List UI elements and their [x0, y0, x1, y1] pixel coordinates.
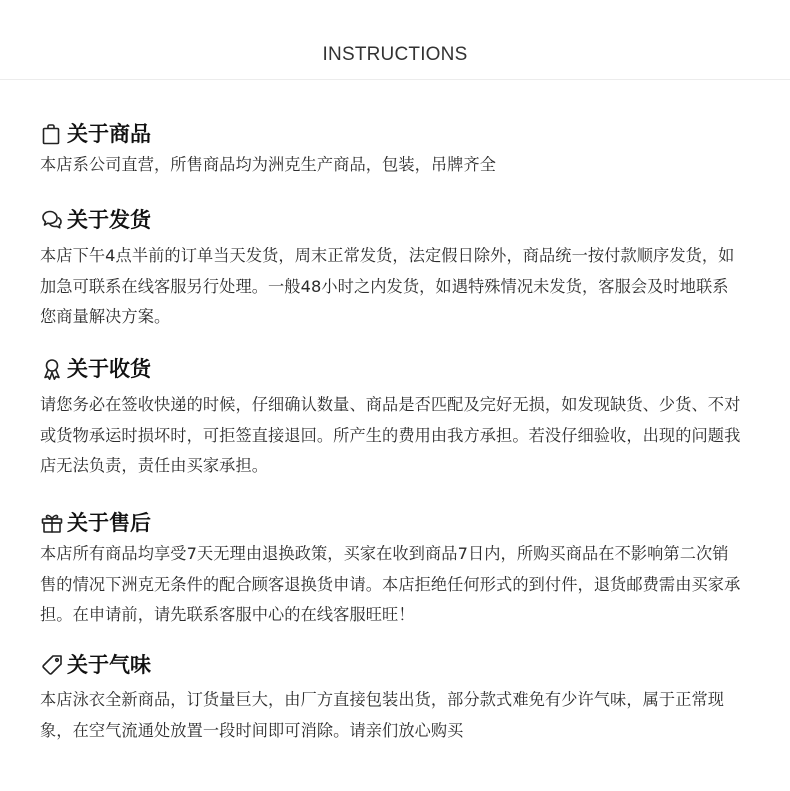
- section-odor: [40, 649, 760, 746]
- chat-bubbles-icon: [40, 208, 64, 232]
- page-header: [0, 0, 790, 80]
- section-body: 本店下午4点半前的订单当天发货，周末正常发货，法定假日除外，商品统一按付款顺序发货，如加急可联系在线客服另行处理。一般48小时之内发货，如遇特殊情况未发货，客服会及时地联系您商量解决方案。: [40, 246, 735, 326]
- section-after-sales: [40, 507, 760, 631]
- section-header: [40, 649, 760, 681]
- section-product: [40, 118, 760, 181]
- section-header: [40, 204, 760, 236]
- award-ribbon-icon: [40, 357, 64, 381]
- section-body: 本店所有商品均享受7天无理由退换政策，买家在收到商品7日内，所购买商品在不影响第二次销售的情况下洲克无条件的配合顾客退换货申请。本店拒绝任何形式的到付件，退货邮费需由买家承担。在申请前，请先联系客服中心的在线客服旺旺！: [40, 544, 741, 624]
- price-tag-icon: [40, 653, 64, 677]
- page-title: INSTRUCTIONS: [322, 44, 468, 65]
- section-header: [40, 118, 760, 150]
- section-title: 关于商品: [67, 122, 151, 146]
- section-title: 关于收货: [67, 357, 151, 381]
- section-title: 关于气味: [67, 653, 151, 677]
- section-title: 关于发货: [67, 208, 151, 232]
- section-body: 本店系公司直营，所售商品均为洲克生产商品，包装，吊牌齐全: [40, 155, 497, 174]
- section-shipping: [40, 204, 760, 333]
- section-receiving: [40, 353, 760, 482]
- shopping-bag-icon: [40, 122, 64, 146]
- section-title: 关于售后: [67, 511, 151, 535]
- section-body: 请您务必在签收快递的时候，仔细确认数量、商品是否匹配及完好无损，如发现缺货、少货、不对或货物承运时损坏时，可拒签直接退回。所产生的费用由我方承担。若没仔细验收，出现的问题我店无法负责，责任由买家承担。: [40, 395, 741, 475]
- gift-box-icon: [40, 511, 64, 535]
- section-header: [40, 353, 760, 385]
- section-body: 本店泳衣全新商品，订货量巨大，由厂方直接包装出货，部分款式难免有少许气味，属于正常现象，在空气流通处放置一段时间即可消除。请亲们放心购买: [40, 690, 725, 740]
- section-header: [40, 507, 760, 539]
